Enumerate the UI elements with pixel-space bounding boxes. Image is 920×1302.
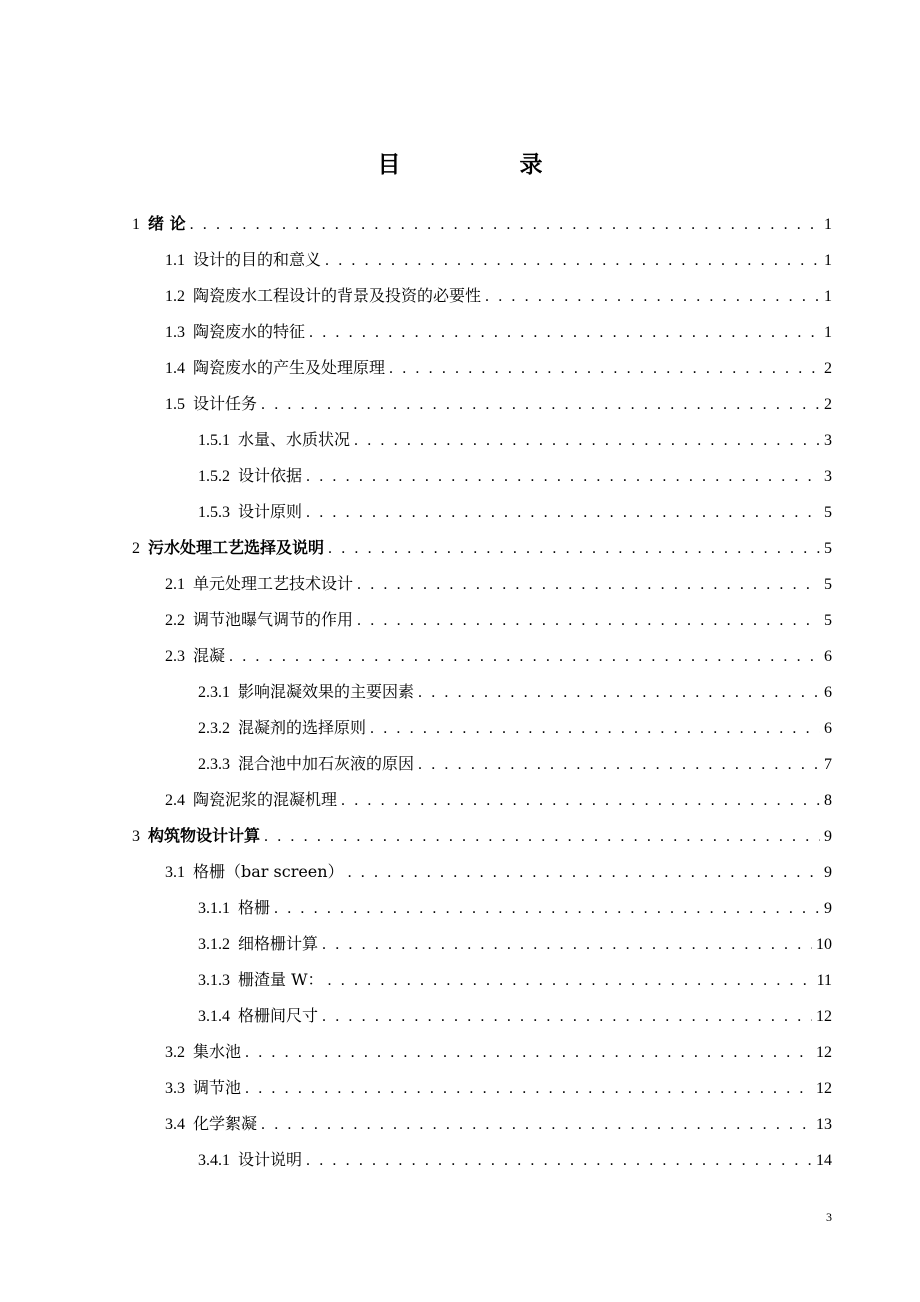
toc-page: 1 [824, 252, 832, 269]
toc-leader [328, 967, 813, 995]
toc-entry-3-4-1[interactable] [198, 1146, 832, 1174]
toc-entry-1-1[interactable] [165, 246, 832, 274]
toc-page: 13 [816, 1116, 832, 1133]
toc-entry-3-3[interactable] [165, 1074, 832, 1102]
toc-leader [357, 607, 820, 635]
toc-title: 构筑物设计计算 [148, 826, 261, 845]
toc-page: 6 [824, 648, 832, 665]
toc-page: 1 [824, 216, 832, 233]
toc-title: 陶瓷废水工程设计的背景及投资的必要性 [193, 286, 482, 305]
toc-number: 2.3.2 [198, 720, 230, 737]
toc-page: 1 [824, 288, 832, 305]
toc-number: 3.3 [165, 1080, 185, 1097]
toc-leader [389, 355, 820, 383]
toc-page: 5 [824, 576, 832, 593]
toc-entry-2[interactable] [132, 534, 832, 562]
toc-entry-3-2[interactable] [165, 1038, 832, 1066]
toc-entry-3-1-1[interactable] [198, 894, 832, 922]
toc-title: 设计的目的和意义 [193, 250, 322, 269]
toc-entry-3-1-3[interactable] [198, 966, 832, 994]
toc-entry-1-3[interactable] [165, 318, 832, 346]
toc-entry-3-4[interactable] [165, 1110, 832, 1138]
toc-leader [325, 247, 820, 275]
toc-page: 12 [816, 1044, 832, 1061]
toc-entry-2-3-1[interactable] [198, 678, 832, 706]
toc-title: 设计依据 [238, 466, 303, 485]
toc-page: 2 [824, 360, 832, 377]
toc-title: 混合池中加石灰液的原因 [238, 754, 415, 773]
toc-title: 污水处理工艺选择及说明 [148, 538, 325, 557]
toc-page: 9 [824, 864, 832, 881]
toc-page: 6 [824, 684, 832, 701]
toc-entry-2-4[interactable] [165, 786, 832, 814]
toc-entry-1-5-1[interactable] [198, 426, 832, 454]
toc-entry-2-3-2[interactable] [198, 714, 832, 742]
toc-title: 影响混凝效果的主要因素 [238, 682, 415, 701]
toc-number: 3 [132, 828, 140, 845]
toc-entry-1-4[interactable] [165, 354, 832, 382]
toc-page: 5 [824, 612, 832, 629]
toc-title: 混凝 [193, 646, 226, 665]
toc-entry-3-1[interactable] [165, 858, 832, 886]
toc-number: 2.3 [165, 648, 185, 665]
toc-leader [261, 391, 820, 419]
toc-title: 调节池曝气调节的作用 [193, 610, 354, 629]
toc-leader [309, 319, 820, 347]
toc-page: 9 [824, 900, 832, 917]
toc-number: 3.1.3 [198, 972, 230, 989]
toc-title: 水量、水质状况 [238, 430, 351, 449]
page-number: 3 [826, 1210, 832, 1224]
toc-number: 1.2 [165, 288, 185, 305]
toc-leader [354, 427, 820, 455]
toc-leader [245, 1075, 812, 1103]
toc-title: 单元处理工艺技术设计 [193, 574, 354, 593]
toc-page: 10 [816, 936, 832, 953]
toc-leader [418, 679, 820, 707]
toc-number: 3.2 [165, 1044, 185, 1061]
toc-leader [306, 499, 820, 527]
toc-entry-2-2[interactable] [165, 606, 832, 634]
toc-number: 1.5.3 [198, 504, 230, 521]
toc-page: 7 [824, 756, 832, 773]
toc-number: 1.3 [165, 324, 185, 341]
toc-entry-1-5-2[interactable] [198, 462, 832, 490]
toc-leader [322, 931, 812, 959]
toc-title: 栅渣量 W： [238, 970, 324, 989]
toc-page: 5 [824, 540, 832, 557]
toc-page: 1 [824, 324, 832, 341]
toc-title: 集水池 [193, 1042, 242, 1061]
toc-leader [306, 1147, 812, 1175]
toc-title: 陶瓷废水的产生及处理原理 [193, 358, 386, 377]
toc-title: 陶瓷泥浆的混凝机理 [193, 790, 338, 809]
toc-entry-3[interactable] [132, 822, 832, 850]
toc-leader [485, 283, 820, 311]
toc-page: 14 [816, 1152, 832, 1169]
toc-number: 3.4 [165, 1116, 185, 1133]
toc-title: 设计原则 [238, 502, 303, 521]
toc-number: 3.1.2 [198, 936, 230, 953]
toc-number: 2.3.3 [198, 756, 230, 773]
toc-leader [264, 823, 820, 851]
toc-page: 3 [824, 432, 832, 449]
toc-leader [229, 643, 820, 671]
toc-leader [190, 211, 820, 239]
toc-number: 3.1 [165, 864, 185, 881]
toc-leader [341, 787, 820, 815]
toc-page: 11 [816, 972, 832, 989]
toc-entry-1[interactable] [132, 210, 832, 238]
toc-leader [322, 1003, 812, 1031]
toc-leader [370, 715, 820, 743]
toc-number: 2.2 [165, 612, 185, 629]
toc-page: 12 [816, 1080, 832, 1097]
toc-entry-1-5-3[interactable] [198, 498, 832, 526]
toc-page: 12 [816, 1008, 832, 1025]
toc-title: 格栅（bar screen） [193, 862, 344, 881]
toc-leader [418, 751, 820, 779]
toc-title: 细格栅计算 [238, 934, 319, 953]
page-title: 目 录 [377, 152, 591, 178]
toc-number: 1 [132, 216, 140, 233]
toc-leader [328, 535, 820, 563]
toc-page: 6 [824, 720, 832, 737]
toc-title: 设计说明 [238, 1150, 303, 1169]
toc-number: 2.4 [165, 792, 185, 809]
toc-page: 8 [824, 792, 832, 809]
toc-number: 2.3.1 [198, 684, 230, 701]
toc-title: 格栅 [238, 898, 271, 917]
toc-leader [261, 1111, 812, 1139]
toc-number: 2 [132, 540, 140, 557]
toc-page: 9 [824, 828, 832, 845]
toc-number: 3.1.4 [198, 1008, 230, 1025]
toc-title: 设计任务 [193, 394, 258, 413]
toc-number: 1.1 [165, 252, 185, 269]
toc-title: 格栅间尺寸 [238, 1006, 319, 1025]
toc-title: 调节池 [193, 1078, 242, 1097]
toc-entry-3-1-4[interactable] [198, 1002, 832, 1030]
toc-number: 1.5.1 [198, 432, 230, 449]
toc-entry-2-3[interactable] [165, 642, 832, 670]
toc-page: 5 [824, 504, 832, 521]
toc-title: 绪 论 [148, 214, 186, 233]
toc-number: 1.5.2 [198, 468, 230, 485]
toc-entry-2-1[interactable] [165, 570, 832, 598]
toc-title: 混凝剂的选择原则 [238, 718, 367, 737]
toc-leader [348, 859, 820, 887]
toc-leader [274, 895, 820, 923]
toc-entry-1-2[interactable] [165, 282, 832, 310]
toc-leader [357, 571, 820, 599]
toc-number: 3.1.1 [198, 900, 230, 917]
toc-page: 2 [824, 396, 832, 413]
toc-number: 1.4 [165, 360, 185, 377]
toc-number: 1.5 [165, 396, 185, 413]
toc-page: 3 [824, 468, 832, 485]
toc-leader [245, 1039, 812, 1067]
toc-number: 2.1 [165, 576, 185, 593]
toc-number: 3.4.1 [198, 1152, 230, 1169]
toc-leader [306, 463, 820, 491]
toc-entry-3-1-2[interactable] [198, 930, 832, 958]
toc-entry-2-3-3[interactable] [198, 750, 832, 778]
toc-title: 陶瓷废水的特征 [193, 322, 306, 341]
toc-title: 化学絮凝 [193, 1114, 258, 1133]
toc-entry-1-5[interactable] [165, 390, 832, 418]
